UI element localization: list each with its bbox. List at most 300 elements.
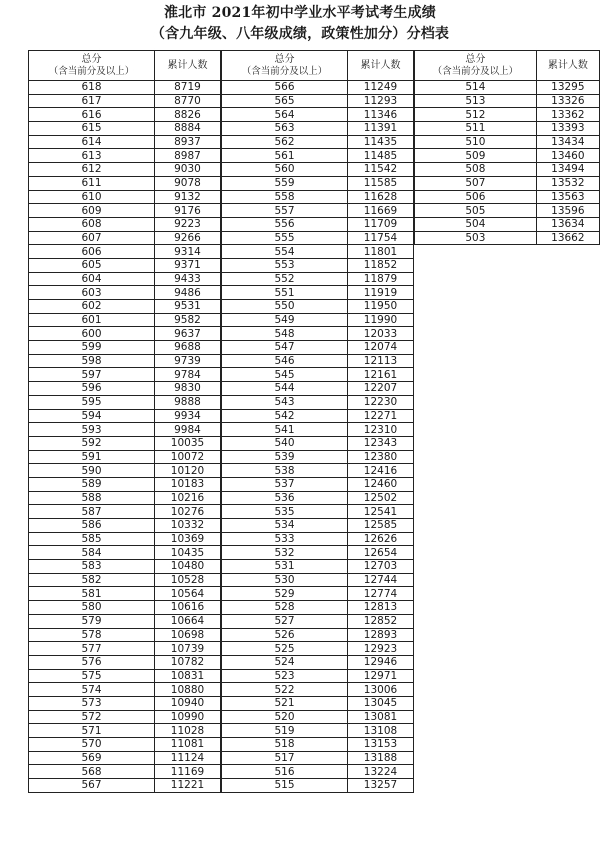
- score-cell: 565: [222, 94, 348, 108]
- score-cell: 600: [29, 327, 155, 341]
- cumulative-count-cell: 12230: [348, 395, 414, 409]
- score-cell: 547: [222, 341, 348, 355]
- cumulative-count-cell: 9266: [155, 231, 221, 245]
- score-cell: 590: [29, 464, 155, 478]
- table-row: [415, 135, 600, 149]
- score-cell: 618: [29, 81, 155, 95]
- table-row: [222, 204, 414, 218]
- score-cell: 615: [29, 122, 155, 136]
- table-row: [29, 560, 221, 574]
- score-cell: 581: [29, 587, 155, 601]
- cumulative-count-cell: 10183: [155, 477, 221, 491]
- score-cell: 573: [29, 696, 155, 710]
- score-cell: 529: [222, 587, 348, 601]
- cumulative-count-cell: 10698: [155, 628, 221, 642]
- cumulative-count-cell: 11990: [348, 313, 414, 327]
- cumulative-count-cell: 10480: [155, 560, 221, 574]
- cumulative-count-cell: 10369: [155, 532, 221, 546]
- score-cell: 604: [29, 272, 155, 286]
- table-row: [222, 519, 414, 533]
- table-row: [29, 683, 221, 697]
- score-cell: 540: [222, 436, 348, 450]
- score-header-label: 总分: [465, 53, 486, 65]
- table-row: [29, 122, 221, 136]
- cumulative-count-cell: 11950: [348, 300, 414, 314]
- score-cell: 611: [29, 176, 155, 190]
- score-cell: 606: [29, 245, 155, 259]
- score-cell: 587: [29, 505, 155, 519]
- table-row: [29, 327, 221, 341]
- score-cell: 582: [29, 573, 155, 587]
- cumulative-count-cell: 10120: [155, 464, 221, 478]
- score-cell: 503: [415, 231, 537, 245]
- score-cell: 510: [415, 135, 537, 149]
- table-row: [222, 683, 414, 697]
- table-row: [222, 190, 414, 204]
- table-row: [29, 669, 221, 683]
- score-cell: 536: [222, 491, 348, 505]
- table-row: [415, 122, 600, 136]
- score-cell: 528: [222, 601, 348, 615]
- score-cell: 601: [29, 313, 155, 327]
- table-row: [29, 696, 221, 710]
- table-row: [29, 258, 221, 272]
- table-row: [29, 272, 221, 286]
- table-row: [29, 546, 221, 560]
- score-cell: 518: [222, 738, 348, 752]
- cumulative-count-cell: 8826: [155, 108, 221, 122]
- table-header-row: [29, 51, 221, 81]
- cumulative-count-cell: 13081: [348, 710, 414, 724]
- cumulative-count-cell: 13045: [348, 696, 414, 710]
- table-row: [222, 176, 414, 190]
- score-cell: 525: [222, 642, 348, 656]
- score-cell: 567: [29, 779, 155, 793]
- table-row: [415, 176, 600, 190]
- table-row: [29, 628, 221, 642]
- cumulative-count-cell: 11221: [155, 779, 221, 793]
- score-cell: 568: [29, 765, 155, 779]
- score-cell: 527: [222, 614, 348, 628]
- score-cell: 516: [222, 765, 348, 779]
- table-row: [415, 163, 600, 177]
- table-row: [222, 601, 414, 615]
- cumulative-count-cell: 10332: [155, 519, 221, 533]
- table-row: [29, 450, 221, 464]
- cumulative-count-cell: 9433: [155, 272, 221, 286]
- cumulative-count-cell: 9531: [155, 300, 221, 314]
- table-row: [29, 477, 221, 491]
- cumulative-count-cell: 12654: [348, 546, 414, 560]
- cumulative-count-cell: 12852: [348, 614, 414, 628]
- table-row: [29, 532, 221, 546]
- table-row: [222, 628, 414, 642]
- cumulative-count-cell: 13295: [536, 81, 599, 95]
- score-cell: 595: [29, 395, 155, 409]
- score-cell: 560: [222, 163, 348, 177]
- table-row: [29, 217, 221, 231]
- cumulative-count-cell: 10435: [155, 546, 221, 560]
- cumulative-count-cell: 13662: [536, 231, 599, 245]
- cumulative-count-cell: 9688: [155, 341, 221, 355]
- table-row: [222, 217, 414, 231]
- cumulative-count-cell: 10739: [155, 642, 221, 656]
- table-row: [29, 108, 221, 122]
- score-cell: 561: [222, 149, 348, 163]
- table-row: [222, 614, 414, 628]
- score-cell: 517: [222, 751, 348, 765]
- table-row: [222, 423, 414, 437]
- cumulative-count-cell: 10072: [155, 450, 221, 464]
- cumulative-count-cell: 10528: [155, 573, 221, 587]
- cumulative-count-cell: 9637: [155, 327, 221, 341]
- table-row: [29, 587, 221, 601]
- score-cell: 596: [29, 382, 155, 396]
- table-row: [29, 710, 221, 724]
- score-cell: 521: [222, 696, 348, 710]
- table-row: [29, 231, 221, 245]
- cumulative-count-cell: 11293: [348, 94, 414, 108]
- score-cell: 597: [29, 368, 155, 382]
- cumulative-count-cell: 13563: [536, 190, 599, 204]
- cumulative-count-cell: 11249: [348, 81, 414, 95]
- score-cell: 551: [222, 286, 348, 300]
- cumulative-count-cell: 13634: [536, 217, 599, 231]
- score-cell: 532: [222, 546, 348, 560]
- table-row: [29, 163, 221, 177]
- table-row: [222, 573, 414, 587]
- score-cell: 542: [222, 409, 348, 423]
- score-cell: 557: [222, 204, 348, 218]
- cumulative-count-cell: 8884: [155, 122, 221, 136]
- table-row: [29, 94, 221, 108]
- score-cell: 584: [29, 546, 155, 560]
- cumulative-count-cell: 12813: [348, 601, 414, 615]
- table-row: [222, 300, 414, 314]
- cumulative-count-cell: 9984: [155, 423, 221, 437]
- cumulative-count-cell: 8937: [155, 135, 221, 149]
- cumulative-count-cell: 13006: [348, 683, 414, 697]
- score-header-label: 总分: [274, 53, 295, 65]
- table-row: [29, 81, 221, 95]
- table-row: [29, 204, 221, 218]
- table-row: [29, 765, 221, 779]
- cumulative-count-cell: 11585: [348, 176, 414, 190]
- table-row: [29, 300, 221, 314]
- score-cell: 589: [29, 477, 155, 491]
- table-row: [222, 560, 414, 574]
- table-row: [222, 450, 414, 464]
- table-row: [29, 464, 221, 478]
- cumulative-count-cell: 10276: [155, 505, 221, 519]
- table-row: [29, 313, 221, 327]
- table-row: [222, 491, 414, 505]
- score-cell: 515: [222, 779, 348, 793]
- score-cell: 553: [222, 258, 348, 272]
- score-cell: 512: [415, 108, 537, 122]
- count-column-header: 累计人数: [155, 51, 221, 81]
- table-row: [222, 436, 414, 450]
- table-row: [222, 696, 414, 710]
- score-cell: 544: [222, 382, 348, 396]
- score-cell: 609: [29, 204, 155, 218]
- table-row: [222, 587, 414, 601]
- score-cell: 585: [29, 532, 155, 546]
- cumulative-count-cell: 11669: [348, 204, 414, 218]
- score-column-header: [29, 51, 155, 81]
- table-row: [222, 108, 414, 122]
- table-row: [29, 423, 221, 437]
- score-cell: 591: [29, 450, 155, 464]
- score-cell: 514: [415, 81, 537, 95]
- score-cell: 610: [29, 190, 155, 204]
- score-cell: 539: [222, 450, 348, 464]
- cumulative-count-cell: 10564: [155, 587, 221, 601]
- score-cell: 564: [222, 108, 348, 122]
- score-cell: 574: [29, 683, 155, 697]
- cumulative-count-cell: 11628: [348, 190, 414, 204]
- score-cell: 576: [29, 655, 155, 669]
- table-row: [29, 724, 221, 738]
- cumulative-count-cell: 12744: [348, 573, 414, 587]
- cumulative-count-cell: 10664: [155, 614, 221, 628]
- table-row: [29, 176, 221, 190]
- score-table-block-2: [221, 50, 414, 793]
- cumulative-count-cell: 12893: [348, 628, 414, 642]
- table-row: [29, 642, 221, 656]
- score-cell: 613: [29, 149, 155, 163]
- score-cell: 608: [29, 217, 155, 231]
- table-row: [222, 505, 414, 519]
- table-row: [222, 94, 414, 108]
- table-row: [29, 245, 221, 259]
- score-cell: 519: [222, 724, 348, 738]
- cumulative-count-cell: 10782: [155, 655, 221, 669]
- score-cell: 541: [222, 423, 348, 437]
- cumulative-count-cell: 11391: [348, 122, 414, 136]
- table-row: [222, 409, 414, 423]
- table-row: [222, 477, 414, 491]
- table-row: [29, 395, 221, 409]
- cumulative-count-cell: 11081: [155, 738, 221, 752]
- score-cell: 507: [415, 176, 537, 190]
- cumulative-count-cell: 10035: [155, 436, 221, 450]
- score-cell: 562: [222, 135, 348, 149]
- table-row: [29, 286, 221, 300]
- table-row: [222, 81, 414, 95]
- cumulative-count-cell: 12946: [348, 655, 414, 669]
- score-cell: 566: [222, 81, 348, 95]
- table-row: [222, 286, 414, 300]
- cumulative-count-cell: 13188: [348, 751, 414, 765]
- score-cell: 554: [222, 245, 348, 259]
- score-cell: 523: [222, 669, 348, 683]
- table-row: [29, 738, 221, 752]
- cumulative-count-cell: 12703: [348, 560, 414, 574]
- score-cell: 531: [222, 560, 348, 574]
- score-cell: 535: [222, 505, 348, 519]
- cumulative-count-cell: 11435: [348, 135, 414, 149]
- cumulative-count-cell: 11124: [155, 751, 221, 765]
- table-row: [29, 436, 221, 450]
- cumulative-count-cell: 11028: [155, 724, 221, 738]
- table-row: [222, 655, 414, 669]
- table-row: [222, 327, 414, 341]
- score-cell: 616: [29, 108, 155, 122]
- cumulative-count-cell: 13108: [348, 724, 414, 738]
- score-cell: 543: [222, 395, 348, 409]
- cumulative-count-cell: 11754: [348, 231, 414, 245]
- page-title: 淮北市 2021年初中学业水平考试考生成绩: [163, 5, 437, 21]
- cumulative-count-cell: 9830: [155, 382, 221, 396]
- cumulative-count-cell: 13494: [536, 163, 599, 177]
- score-cell: 504: [415, 217, 537, 231]
- score-header-label: 总分: [81, 53, 102, 65]
- table-row: [222, 532, 414, 546]
- score-cell: 572: [29, 710, 155, 724]
- score-cell: 605: [29, 258, 155, 272]
- score-cell: 522: [222, 683, 348, 697]
- table-row: [222, 135, 414, 149]
- score-cell: 563: [222, 122, 348, 136]
- cumulative-count-cell: 8987: [155, 149, 221, 163]
- score-cell: 559: [222, 176, 348, 190]
- score-cell: 556: [222, 217, 348, 231]
- table-row: [222, 546, 414, 560]
- cumulative-count-cell: 11801: [348, 245, 414, 259]
- table-row: [29, 751, 221, 765]
- table-row: [29, 382, 221, 396]
- score-cell: 602: [29, 300, 155, 314]
- cumulative-count-cell: 9486: [155, 286, 221, 300]
- cumulative-count-cell: 13257: [348, 779, 414, 793]
- table-row: [29, 614, 221, 628]
- score-cell: 570: [29, 738, 155, 752]
- score-cell: 571: [29, 724, 155, 738]
- score-cell: 550: [222, 300, 348, 314]
- score-cell: 552: [222, 272, 348, 286]
- score-cell: 524: [222, 655, 348, 669]
- score-cell: 558: [222, 190, 348, 204]
- cumulative-count-cell: 11485: [348, 149, 414, 163]
- score-cell: 534: [222, 519, 348, 533]
- cumulative-count-cell: 9132: [155, 190, 221, 204]
- cumulative-count-cell: 12923: [348, 642, 414, 656]
- score-cell: 579: [29, 614, 155, 628]
- cumulative-count-cell: 9934: [155, 409, 221, 423]
- cumulative-count-cell: 12113: [348, 354, 414, 368]
- cumulative-count-cell: 12585: [348, 519, 414, 533]
- table-row: [222, 724, 414, 738]
- score-cell: 513: [415, 94, 537, 108]
- cumulative-count-cell: 12161: [348, 368, 414, 382]
- score-cell: 578: [29, 628, 155, 642]
- cumulative-count-cell: 12074: [348, 341, 414, 355]
- cumulative-count-cell: 11852: [348, 258, 414, 272]
- score-cell: 594: [29, 409, 155, 423]
- table-row: [222, 395, 414, 409]
- table-row: [222, 738, 414, 752]
- page-subtitle: （含九年级、八年级成绩，政策性加分）分档表: [150, 26, 450, 42]
- cumulative-count-cell: 13362: [536, 108, 599, 122]
- score-cell: 583: [29, 560, 155, 574]
- cumulative-count-cell: 13326: [536, 94, 599, 108]
- cumulative-count-cell: 9223: [155, 217, 221, 231]
- cumulative-count-cell: 9176: [155, 204, 221, 218]
- score-header-note: （含当前分及以上）: [432, 65, 519, 77]
- score-table-block-3: [414, 50, 600, 245]
- table-row: [29, 354, 221, 368]
- cumulative-count-cell: 12774: [348, 587, 414, 601]
- cumulative-count-cell: 9078: [155, 176, 221, 190]
- score-cell: 533: [222, 532, 348, 546]
- table-row: [29, 135, 221, 149]
- score-cell: 580: [29, 601, 155, 615]
- table-row: [29, 655, 221, 669]
- cumulative-count-cell: 10990: [155, 710, 221, 724]
- cumulative-count-cell: 13153: [348, 738, 414, 752]
- cumulative-count-cell: 12502: [348, 491, 414, 505]
- score-cell: 548: [222, 327, 348, 341]
- cumulative-count-cell: 9582: [155, 313, 221, 327]
- table-row: [29, 341, 221, 355]
- cumulative-count-cell: 13393: [536, 122, 599, 136]
- score-cell: 530: [222, 573, 348, 587]
- table-row: [29, 519, 221, 533]
- table-row: [222, 258, 414, 272]
- score-cell: 617: [29, 94, 155, 108]
- table-row: [222, 272, 414, 286]
- score-cell: 577: [29, 642, 155, 656]
- score-cell: 537: [222, 477, 348, 491]
- score-column-header: [415, 51, 537, 81]
- score-cell: 592: [29, 436, 155, 450]
- cumulative-count-cell: 12207: [348, 382, 414, 396]
- table-row: [222, 354, 414, 368]
- table-header-row: [415, 51, 600, 81]
- cumulative-count-cell: 11919: [348, 286, 414, 300]
- cumulative-count-cell: 12310: [348, 423, 414, 437]
- score-cell: 575: [29, 669, 155, 683]
- table-row: [222, 382, 414, 396]
- table-row: [415, 81, 600, 95]
- score-cell: 538: [222, 464, 348, 478]
- table-row: [415, 204, 600, 218]
- cumulative-count-cell: 9030: [155, 163, 221, 177]
- score-column-header: [222, 51, 348, 81]
- table-row: [29, 601, 221, 615]
- cumulative-count-cell: 10616: [155, 601, 221, 615]
- table-row: [222, 231, 414, 245]
- cumulative-count-cell: 11169: [155, 765, 221, 779]
- score-cell: 509: [415, 149, 537, 163]
- table-row: [415, 231, 600, 245]
- cumulative-count-cell: 12343: [348, 436, 414, 450]
- score-cell: 607: [29, 231, 155, 245]
- cumulative-count-cell: 9739: [155, 354, 221, 368]
- score-cell: 506: [415, 190, 537, 204]
- cumulative-count-cell: 11346: [348, 108, 414, 122]
- score-cell: 586: [29, 519, 155, 533]
- cumulative-count-cell: 12460: [348, 477, 414, 491]
- cumulative-count-cell: 12271: [348, 409, 414, 423]
- table-row: [222, 368, 414, 382]
- score-cell: 545: [222, 368, 348, 382]
- cumulative-count-cell: 12380: [348, 450, 414, 464]
- cumulative-count-cell: 13460: [536, 149, 599, 163]
- table-row: [222, 669, 414, 683]
- score-cell: 612: [29, 163, 155, 177]
